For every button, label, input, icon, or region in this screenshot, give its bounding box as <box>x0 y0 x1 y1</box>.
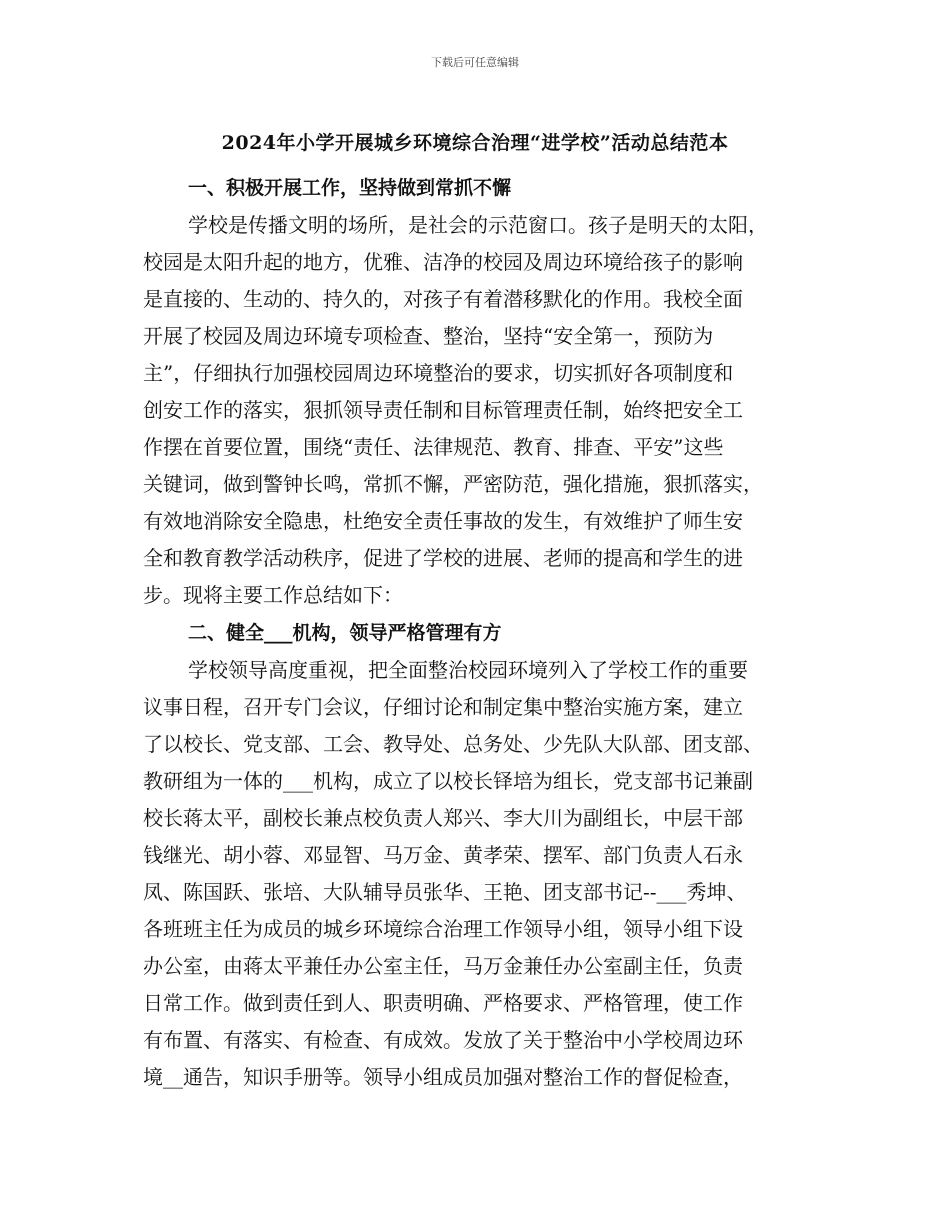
paragraph-line: 教研组为一体的___机构，成立了以校长铎培为组长，党支部书记兼副 <box>143 769 753 793</box>
paragraph-line: 学校是传播文明的场所，是社会的示范窗口。孩子是明天的太阳， <box>188 213 768 237</box>
paragraph-line: 步。现将主要工作总结如下： <box>143 583 403 607</box>
paragraph-line: 境__通告，知识手册等。领导小组成员加强对整治工作的督促检查， <box>143 1065 743 1089</box>
paragraph-line: 了以校长、党支部、工会、教导处、总务处、少先队大队部、团支部、 <box>143 732 763 756</box>
paragraph-line: 作摆在首要位置，围绕“责任、法律规范、教育、排查、平安”这些 <box>143 435 724 459</box>
paragraph-line: 校园是太阳升起的地方，优雅、洁净的校园及周边环境给孩子的影响 <box>143 250 743 274</box>
paragraph-line: 各班班主任为成员的城乡环境综合治理工作领导小组，领导小组下设 <box>143 917 743 941</box>
paragraph-line: 凤、陈国跃、张培、大队辅导员张华、王艳、团支部书记--___秀坤、 <box>143 880 747 904</box>
section-heading-2: 二、健全___机构，领导严格管理有方 <box>188 622 502 644</box>
section-heading-1: 一、积极开展工作，坚持做到常抓不懈 <box>188 177 512 199</box>
paragraph-line: 办公室，由蒋太平兼任办公室主任，马万金兼任办公室副主任，负责 <box>143 954 743 978</box>
paragraph-line: 钱继光、胡小蓉、邓显智、马万金、黄孝荣、摆军、部门负责人石永 <box>143 843 743 867</box>
paragraph-line: 全和教育教学活动秩序，促进了学校的进展、老师的提高和学生的进 <box>143 546 743 570</box>
paragraph-line: 有布置、有落实、有检查、有成效。发放了关于整治中小学校周边环 <box>143 1028 743 1052</box>
paragraph-line: 有效地消除安全隐患，杜绝安全责任事故的发生，有效维护了师生安 <box>143 509 743 533</box>
paragraph-line: 开展了校园及周边环境专项检查、整治，坚持“安全第一，预防为 <box>143 324 714 348</box>
paragraph-line: 议事日程，召开专门会议，仔细讨论和制定集中整治实施方案，建立 <box>143 695 743 719</box>
paragraph-line: 日常工作。做到责任到人、职责明确、严格要求、严格管理，使工作 <box>143 991 743 1015</box>
paragraph-line: 创安工作的落实，狠抓领导责任制和目标管理责任制，始终把安全工 <box>143 398 743 422</box>
paragraph-line: 主”，仔细执行加强校园周边环境整治的要求，切实抓好各项制度和 <box>143 361 734 385</box>
paragraph-line: 校长蒋太平，副校长兼点校负责人郑兴、李大川为副组长，中层干部 <box>143 806 743 830</box>
paragraph-line: 是直接的、生动的、持久的，对孩子有着潜移默化的作用。我校全面 <box>143 287 743 311</box>
paragraph-line: 学校领导高度重视，把全面整治校园环境列入了学校工作的重要 <box>188 658 748 682</box>
document-title: 2024年小学开展城乡环境综合治理“进学校”活动总结范本 <box>221 132 729 154</box>
header-note: 下载后可任意编辑 <box>431 56 519 69</box>
paragraph-line: 关键词，做到警钟长鸣，常抓不懈，严密防范，强化措施，狠抓落实， <box>143 472 763 496</box>
